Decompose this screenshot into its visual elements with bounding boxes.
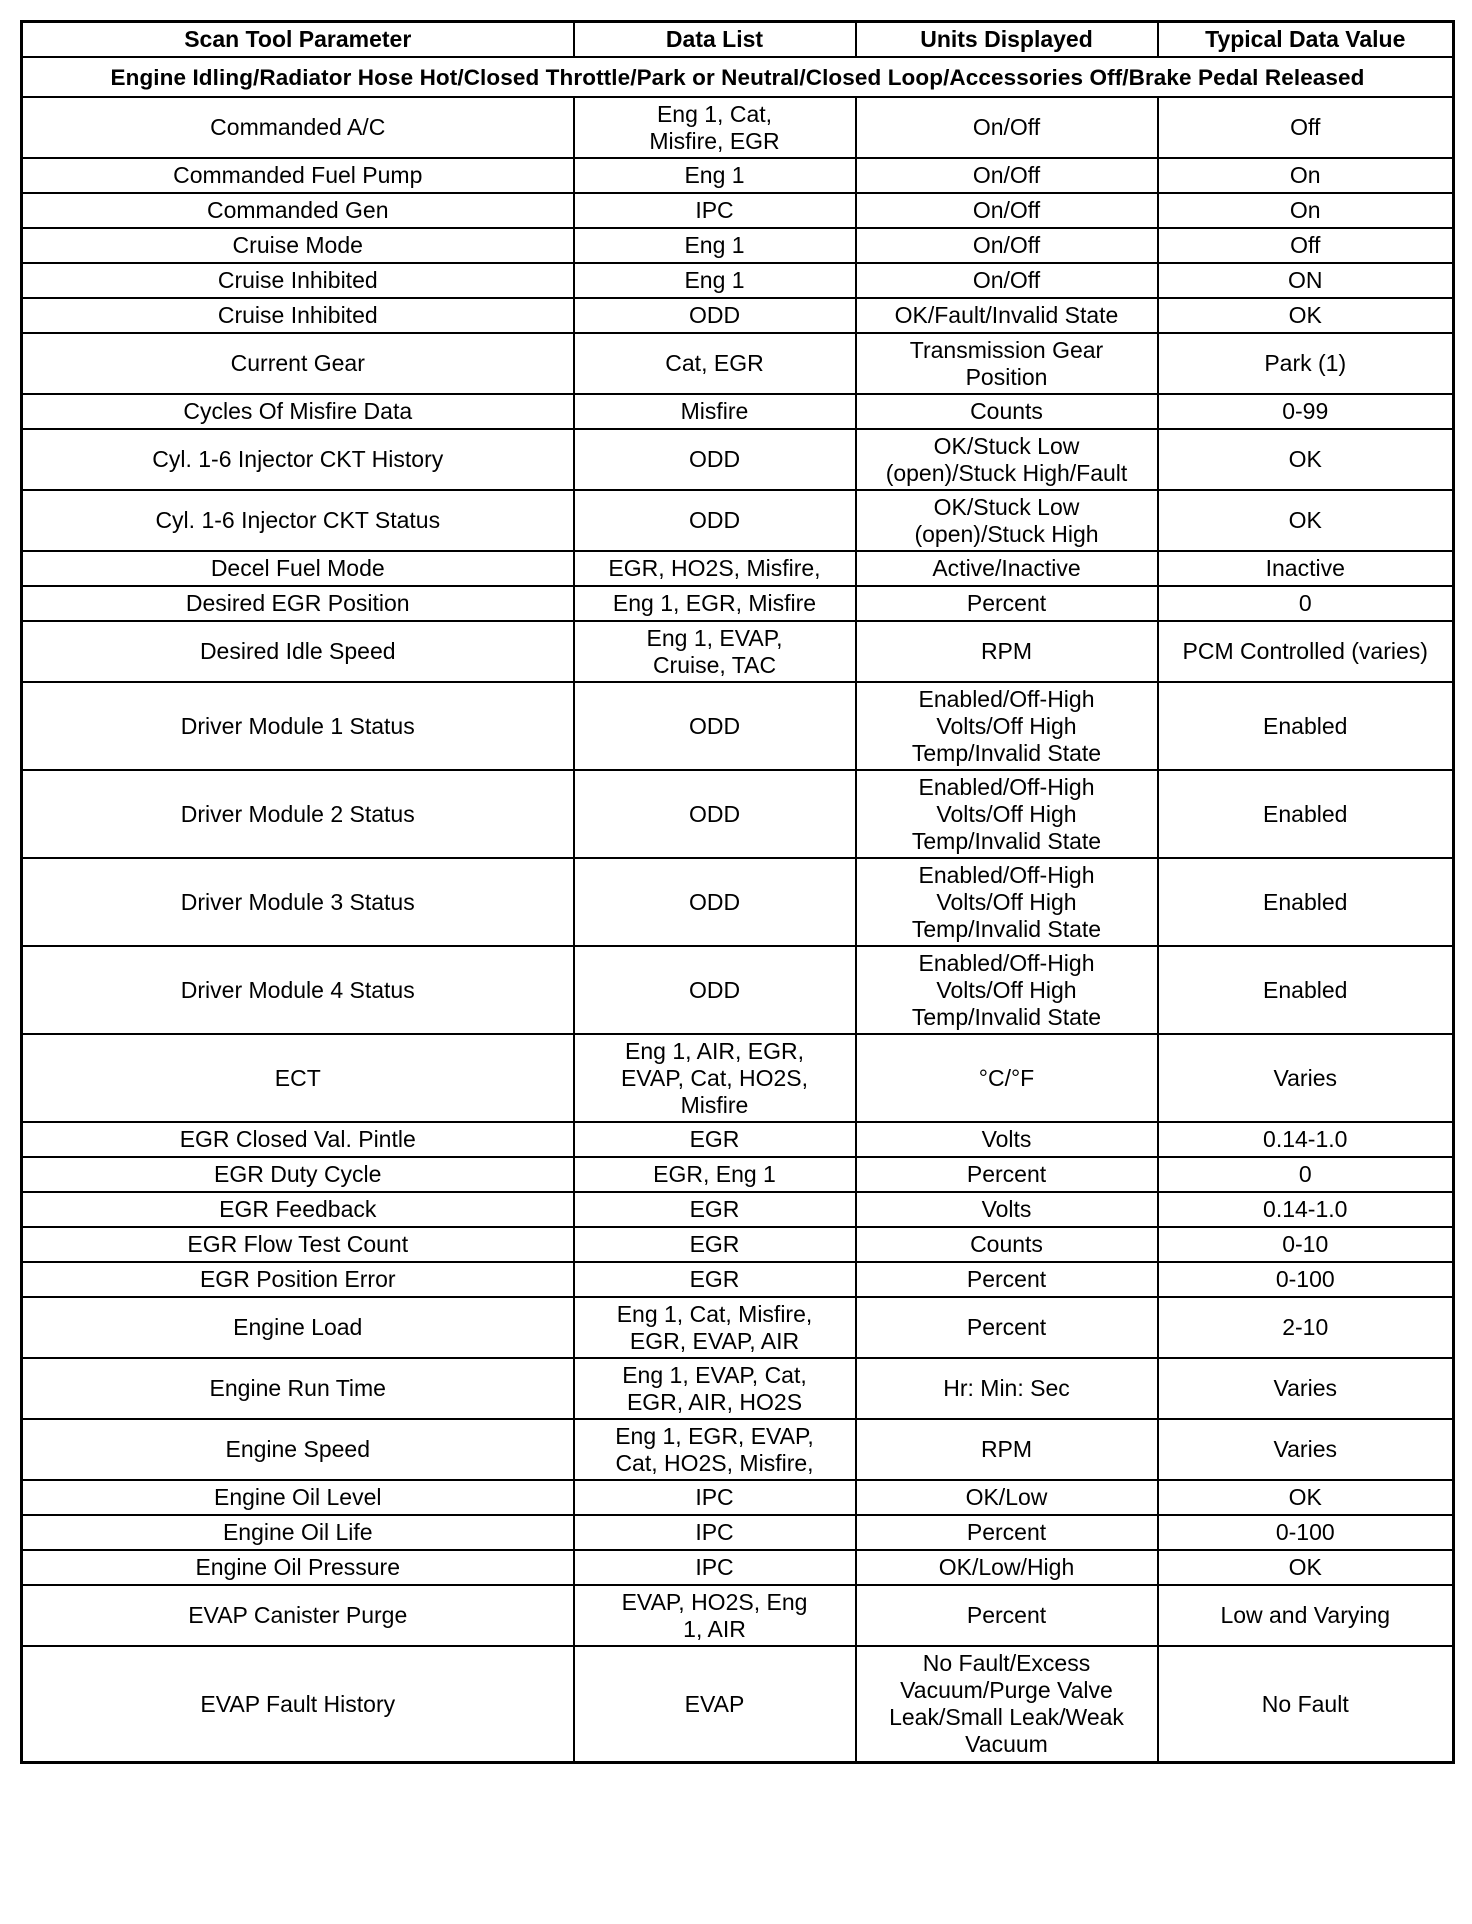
table-row bbox=[22, 1157, 1454, 1192]
cell-data-list bbox=[574, 1227, 856, 1262]
data-list-line: Eng 1 bbox=[684, 267, 745, 293]
cell-scan-tool-parameter: EGR Feedback bbox=[22, 1192, 574, 1227]
cell-units-displayed bbox=[856, 621, 1158, 682]
cell-scan-tool-parameter: Driver Module 3 Status bbox=[22, 858, 574, 946]
data-list-line: ODD bbox=[688, 800, 741, 827]
cell-scan-tool-parameter: Cruise Inhibited bbox=[22, 298, 574, 333]
data-list-line: EGR, Eng 1 bbox=[653, 1161, 776, 1187]
table-row bbox=[22, 1358, 1454, 1419]
cell-data-list bbox=[574, 858, 856, 946]
cell-scan-tool-parameter: Engine Oil Pressure bbox=[22, 1550, 574, 1585]
cell-data-list bbox=[574, 682, 856, 770]
cell-typical-data-value: On bbox=[1158, 193, 1454, 228]
table-row bbox=[22, 1227, 1454, 1262]
table-row bbox=[22, 858, 1454, 946]
data-list-line: IPC bbox=[695, 1519, 734, 1545]
table-row bbox=[22, 586, 1454, 621]
cell-scan-tool-parameter: Cyl. 1-6 Injector CKT History bbox=[22, 429, 574, 490]
cell-data-list bbox=[574, 1585, 856, 1646]
header-data-list: Data List bbox=[574, 22, 856, 58]
table-row bbox=[22, 97, 1454, 158]
table-row bbox=[22, 429, 1454, 490]
data-list-line: ODD bbox=[688, 302, 741, 328]
cell-typical-data-value: OK bbox=[1158, 429, 1454, 490]
cell-typical-data-value: PCM Controlled (varies) bbox=[1158, 621, 1454, 682]
cell-typical-data-value: No Fault bbox=[1158, 1646, 1454, 1763]
units-line: Volts/Off High bbox=[936, 888, 1077, 915]
cell-data-list bbox=[574, 158, 856, 193]
units-line: OK/Stuck Low bbox=[933, 493, 1080, 520]
table-row bbox=[22, 1034, 1454, 1122]
cell-data-list bbox=[574, 586, 856, 621]
data-list-line: EGR, AIR, HO2S bbox=[626, 1388, 803, 1415]
cell-units-displayed bbox=[856, 551, 1158, 586]
table-row bbox=[22, 394, 1454, 429]
cell-units-displayed bbox=[856, 1646, 1158, 1763]
units-line: On/Off bbox=[972, 162, 1041, 188]
cell-scan-tool-parameter: Engine Load bbox=[22, 1297, 574, 1358]
data-list-line: ODD bbox=[688, 888, 741, 915]
units-line: On/Off bbox=[972, 232, 1041, 258]
cell-units-displayed bbox=[856, 1227, 1158, 1262]
cell-data-list bbox=[574, 1419, 856, 1480]
cell-typical-data-value: Enabled bbox=[1158, 682, 1454, 770]
cell-scan-tool-parameter: Commanded A/C bbox=[22, 97, 574, 158]
cell-scan-tool-parameter: Driver Module 4 Status bbox=[22, 946, 574, 1034]
units-line: Vacuum/Purge Valve bbox=[900, 1677, 1113, 1703]
cell-data-list bbox=[574, 1358, 856, 1419]
table-row bbox=[22, 298, 1454, 333]
units-line: Hr: Min: Sec bbox=[943, 1375, 1070, 1401]
cell-units-displayed bbox=[856, 946, 1158, 1034]
cell-typical-data-value: On bbox=[1158, 158, 1454, 193]
units-line: Counts bbox=[970, 1231, 1043, 1257]
table-row bbox=[22, 333, 1454, 394]
table-row bbox=[22, 1515, 1454, 1550]
table-row bbox=[22, 682, 1454, 770]
cell-units-displayed bbox=[856, 770, 1158, 858]
cell-scan-tool-parameter: EGR Flow Test Count bbox=[22, 1227, 574, 1262]
table-row bbox=[22, 1550, 1454, 1585]
table-row bbox=[22, 551, 1454, 586]
data-list-line: Eng 1, EVAP, Cat, bbox=[622, 1361, 807, 1388]
units-line: Temp/Invalid State bbox=[911, 1003, 1102, 1030]
cell-typical-data-value: 0.14-1.0 bbox=[1158, 1192, 1454, 1227]
units-line: RPM bbox=[980, 1436, 1033, 1462]
cell-data-list bbox=[574, 333, 856, 394]
cell-units-displayed bbox=[856, 1034, 1158, 1122]
condition-row bbox=[22, 57, 1454, 97]
cell-scan-tool-parameter: Commanded Fuel Pump bbox=[22, 158, 574, 193]
data-list-line: EGR bbox=[689, 1196, 740, 1222]
data-list-line: Eng 1, Cat, Misfire, bbox=[616, 1300, 813, 1327]
cell-scan-tool-parameter: Commanded Gen bbox=[22, 193, 574, 228]
table-row bbox=[22, 770, 1454, 858]
cell-units-displayed bbox=[856, 858, 1158, 946]
units-line: Position bbox=[965, 363, 1048, 390]
table-row bbox=[22, 193, 1454, 228]
cell-units-displayed bbox=[856, 263, 1158, 298]
data-list-line: IPC bbox=[695, 197, 734, 223]
cell-units-displayed bbox=[856, 158, 1158, 193]
data-list-line: Misfire, EGR bbox=[649, 127, 780, 154]
units-line: Enabled/Off-High bbox=[918, 949, 1095, 976]
cell-units-displayed bbox=[856, 1550, 1158, 1585]
cell-units-displayed bbox=[856, 1419, 1158, 1480]
cell-scan-tool-parameter: Cycles Of Misfire Data bbox=[22, 394, 574, 429]
cell-data-list bbox=[574, 1480, 856, 1515]
cell-units-displayed bbox=[856, 333, 1158, 394]
units-line: OK/Low bbox=[965, 1484, 1048, 1510]
units-line: Transmission Gear bbox=[909, 336, 1104, 363]
cell-scan-tool-parameter: Desired EGR Position bbox=[22, 586, 574, 621]
data-list-line: Cat, EGR bbox=[665, 350, 764, 376]
cell-typical-data-value: OK bbox=[1158, 1480, 1454, 1515]
units-line: Percent bbox=[966, 1314, 1047, 1340]
units-line: Percent bbox=[966, 1519, 1047, 1545]
cell-units-displayed bbox=[856, 1358, 1158, 1419]
cell-typical-data-value: Off bbox=[1158, 97, 1454, 158]
cell-typical-data-value: 0 bbox=[1158, 1157, 1454, 1192]
cell-units-displayed bbox=[856, 298, 1158, 333]
units-line: Volts bbox=[981, 1196, 1032, 1222]
units-line: Percent bbox=[966, 590, 1047, 616]
cell-typical-data-value: 0.14-1.0 bbox=[1158, 1122, 1454, 1157]
units-line: °C/°F bbox=[978, 1064, 1035, 1091]
cell-data-list bbox=[574, 490, 856, 551]
cell-units-displayed bbox=[856, 193, 1158, 228]
data-list-line: Misfire bbox=[680, 1091, 749, 1118]
cell-units-displayed bbox=[856, 1515, 1158, 1550]
data-list-line: EGR, HO2S, Misfire, bbox=[608, 555, 821, 581]
cell-data-list bbox=[574, 193, 856, 228]
table-row bbox=[22, 1297, 1454, 1358]
table-row bbox=[22, 1122, 1454, 1157]
cell-units-displayed bbox=[856, 682, 1158, 770]
cell-data-list bbox=[574, 429, 856, 490]
header-typical-data-value: Typical Data Value bbox=[1158, 22, 1454, 58]
cell-scan-tool-parameter: Driver Module 2 Status bbox=[22, 770, 574, 858]
data-list-line: Eng 1, EGR, EVAP, bbox=[615, 1422, 814, 1449]
cell-data-list bbox=[574, 1157, 856, 1192]
cell-scan-tool-parameter: Driver Module 1 Status bbox=[22, 682, 574, 770]
cell-typical-data-value: Off bbox=[1158, 228, 1454, 263]
units-line: On/Off bbox=[972, 114, 1041, 140]
units-line: Percent bbox=[966, 1602, 1047, 1628]
data-list-line: EVAP, HO2S, Eng bbox=[621, 1588, 808, 1615]
cell-scan-tool-parameter: Engine Oil Life bbox=[22, 1515, 574, 1550]
units-line: Volts bbox=[981, 1126, 1032, 1152]
cell-data-list bbox=[574, 394, 856, 429]
cell-units-displayed bbox=[856, 1157, 1158, 1192]
units-line: Temp/Invalid State bbox=[911, 739, 1102, 766]
cell-units-displayed bbox=[856, 586, 1158, 621]
table-row bbox=[22, 228, 1454, 263]
scan-tool-data-table-container bbox=[20, 20, 1452, 1764]
units-line: Active/Inactive bbox=[932, 555, 1081, 581]
cell-typical-data-value: Enabled bbox=[1158, 858, 1454, 946]
cell-data-list bbox=[574, 1262, 856, 1297]
units-line: Volts/Off High bbox=[936, 976, 1077, 1003]
data-list-line: Cruise, TAC bbox=[652, 651, 777, 678]
data-list-line: 1, AIR bbox=[683, 1615, 746, 1642]
cell-units-displayed bbox=[856, 1297, 1158, 1358]
data-list-line: ODD bbox=[688, 446, 741, 472]
units-line: Counts bbox=[970, 398, 1043, 424]
data-list-line: IPC bbox=[695, 1484, 734, 1510]
cell-typical-data-value: Enabled bbox=[1158, 770, 1454, 858]
cell-units-displayed bbox=[856, 429, 1158, 490]
cell-units-displayed bbox=[856, 1192, 1158, 1227]
cell-typical-data-value: 0-10 bbox=[1158, 1227, 1454, 1262]
cell-scan-tool-parameter: EVAP Canister Purge bbox=[22, 1585, 574, 1646]
cell-typical-data-value: 0-99 bbox=[1158, 394, 1454, 429]
cell-scan-tool-parameter: Engine Oil Level bbox=[22, 1480, 574, 1515]
cell-scan-tool-parameter: Decel Fuel Mode bbox=[22, 551, 574, 586]
table-row bbox=[22, 1419, 1454, 1480]
table-body bbox=[22, 57, 1454, 1763]
table-row bbox=[22, 946, 1454, 1034]
units-line: (open)/Stuck High/Fault bbox=[885, 459, 1128, 486]
cell-units-displayed bbox=[856, 1480, 1158, 1515]
cell-scan-tool-parameter: Cyl. 1-6 Injector CKT Status bbox=[22, 490, 574, 551]
cell-typical-data-value: Inactive bbox=[1158, 551, 1454, 586]
data-list-line: EGR bbox=[689, 1126, 740, 1152]
cell-units-displayed bbox=[856, 1585, 1158, 1646]
units-line: Enabled/Off-High bbox=[918, 861, 1095, 888]
scan-tool-data-table bbox=[20, 20, 1455, 1764]
cell-data-list bbox=[574, 1646, 856, 1763]
cell-scan-tool-parameter: EGR Closed Val. Pintle bbox=[22, 1122, 574, 1157]
cell-typical-data-value: Enabled bbox=[1158, 946, 1454, 1034]
cell-data-list bbox=[574, 1297, 856, 1358]
units-line: Leak/Small Leak/Weak bbox=[889, 1704, 1124, 1730]
cell-typical-data-value: 0 bbox=[1158, 586, 1454, 621]
data-list-line: Cat, HO2S, Misfire, bbox=[615, 1449, 814, 1476]
table-row bbox=[22, 1262, 1454, 1297]
cell-data-list bbox=[574, 621, 856, 682]
cell-typical-data-value: 0-100 bbox=[1158, 1515, 1454, 1550]
cell-scan-tool-parameter: Cruise Inhibited bbox=[22, 263, 574, 298]
cell-scan-tool-parameter: Engine Run Time bbox=[22, 1358, 574, 1419]
cell-typical-data-value: OK bbox=[1158, 490, 1454, 551]
cell-data-list bbox=[574, 551, 856, 586]
units-line: Enabled/Off-High bbox=[918, 685, 1095, 712]
cell-data-list bbox=[574, 97, 856, 158]
cell-typical-data-value: Varies bbox=[1158, 1419, 1454, 1480]
test-condition: Engine Idling/Radiator Hose Hot/Closed Throttle/Park or Neutral/Closed Loop/Accessories Off/Brake Pedal Released bbox=[22, 57, 1454, 97]
units-line: (open)/Stuck High bbox=[914, 520, 1099, 547]
cell-typical-data-value: Low and Varying bbox=[1158, 1585, 1454, 1646]
data-list-line: Misfire bbox=[680, 398, 749, 424]
cell-data-list bbox=[574, 1034, 856, 1122]
data-list-line: Eng 1, AIR, EGR, bbox=[625, 1037, 804, 1064]
units-line: Temp/Invalid State bbox=[911, 915, 1102, 942]
cell-data-list bbox=[574, 1550, 856, 1585]
data-list-line: EVAP, Cat, HO2S, bbox=[620, 1064, 809, 1091]
units-line: OK/Stuck Low bbox=[933, 432, 1080, 459]
cell-scan-tool-parameter: Current Gear bbox=[22, 333, 574, 394]
units-line: RPM bbox=[980, 638, 1033, 664]
cell-data-list bbox=[574, 1192, 856, 1227]
cell-data-list bbox=[574, 228, 856, 263]
cell-data-list bbox=[574, 263, 856, 298]
cell-units-displayed bbox=[856, 490, 1158, 551]
cell-units-displayed bbox=[856, 394, 1158, 429]
header-units-displayed: Units Displayed bbox=[856, 22, 1158, 58]
cell-data-list bbox=[574, 1122, 856, 1157]
units-line: Volts/Off High bbox=[936, 712, 1077, 739]
cell-typical-data-value: Varies bbox=[1158, 1034, 1454, 1122]
units-line: OK/Fault/Invalid State bbox=[894, 302, 1119, 328]
cell-units-displayed bbox=[856, 97, 1158, 158]
units-line: Temp/Invalid State bbox=[911, 827, 1102, 854]
units-line: Vacuum bbox=[965, 1731, 1048, 1757]
data-list-line: IPC bbox=[695, 1554, 734, 1580]
cell-typical-data-value: OK bbox=[1158, 298, 1454, 333]
cell-scan-tool-parameter: EGR Position Error bbox=[22, 1262, 574, 1297]
table-row bbox=[22, 1480, 1454, 1515]
cell-data-list bbox=[574, 770, 856, 858]
cell-data-list bbox=[574, 946, 856, 1034]
units-line: Percent bbox=[966, 1161, 1047, 1187]
data-list-line: EGR, EVAP, AIR bbox=[629, 1327, 800, 1354]
data-list-line: Eng 1, EGR, Misfire bbox=[612, 590, 817, 616]
cell-scan-tool-parameter: Cruise Mode bbox=[22, 228, 574, 263]
units-line: On/Off bbox=[972, 197, 1041, 223]
cell-typical-data-value: 0-100 bbox=[1158, 1262, 1454, 1297]
data-list-line: ODD bbox=[688, 712, 741, 739]
cell-data-list bbox=[574, 1515, 856, 1550]
header-scan-tool-parameter: Scan Tool Parameter bbox=[22, 22, 574, 58]
data-list-line: EVAP bbox=[684, 1690, 745, 1717]
cell-typical-data-value: ON bbox=[1158, 263, 1454, 298]
data-list-line: Eng 1 bbox=[684, 162, 745, 188]
cell-typical-data-value: Varies bbox=[1158, 1358, 1454, 1419]
units-line: On/Off bbox=[972, 267, 1041, 293]
table-row bbox=[22, 1646, 1454, 1763]
units-line: No Fault/Excess bbox=[922, 1650, 1091, 1676]
cell-scan-tool-parameter: EGR Duty Cycle bbox=[22, 1157, 574, 1192]
data-list-line: Eng 1 bbox=[684, 232, 745, 258]
cell-scan-tool-parameter: Desired Idle Speed bbox=[22, 621, 574, 682]
units-line: Volts/Off High bbox=[936, 800, 1077, 827]
cell-typical-data-value: 2-10 bbox=[1158, 1297, 1454, 1358]
table-row bbox=[22, 621, 1454, 682]
data-list-line: ODD bbox=[688, 976, 741, 1003]
table-row bbox=[22, 1192, 1454, 1227]
data-list-line: ODD bbox=[688, 507, 741, 533]
cell-typical-data-value: OK bbox=[1158, 1550, 1454, 1585]
data-list-line: EGR bbox=[689, 1231, 740, 1257]
cell-units-displayed bbox=[856, 228, 1158, 263]
table-row bbox=[22, 158, 1454, 193]
table-row bbox=[22, 1585, 1454, 1646]
cell-scan-tool-parameter: Engine Speed bbox=[22, 1419, 574, 1480]
cell-scan-tool-parameter: EVAP Fault History bbox=[22, 1646, 574, 1763]
data-list-line: Eng 1, Cat, bbox=[656, 100, 773, 127]
units-line: Percent bbox=[966, 1266, 1047, 1292]
units-line: OK/Low/High bbox=[938, 1554, 1075, 1580]
cell-units-displayed bbox=[856, 1262, 1158, 1297]
data-list-line: Eng 1, EVAP, bbox=[646, 624, 783, 651]
cell-typical-data-value: Park (1) bbox=[1158, 333, 1454, 394]
header-row bbox=[22, 22, 1454, 58]
units-line: Enabled/Off-High bbox=[918, 773, 1095, 800]
table-row bbox=[22, 263, 1454, 298]
cell-scan-tool-parameter: ECT bbox=[22, 1034, 574, 1122]
cell-data-list bbox=[574, 298, 856, 333]
cell-units-displayed bbox=[856, 1122, 1158, 1157]
data-list-line: EGR bbox=[689, 1266, 740, 1292]
table-row bbox=[22, 490, 1454, 551]
